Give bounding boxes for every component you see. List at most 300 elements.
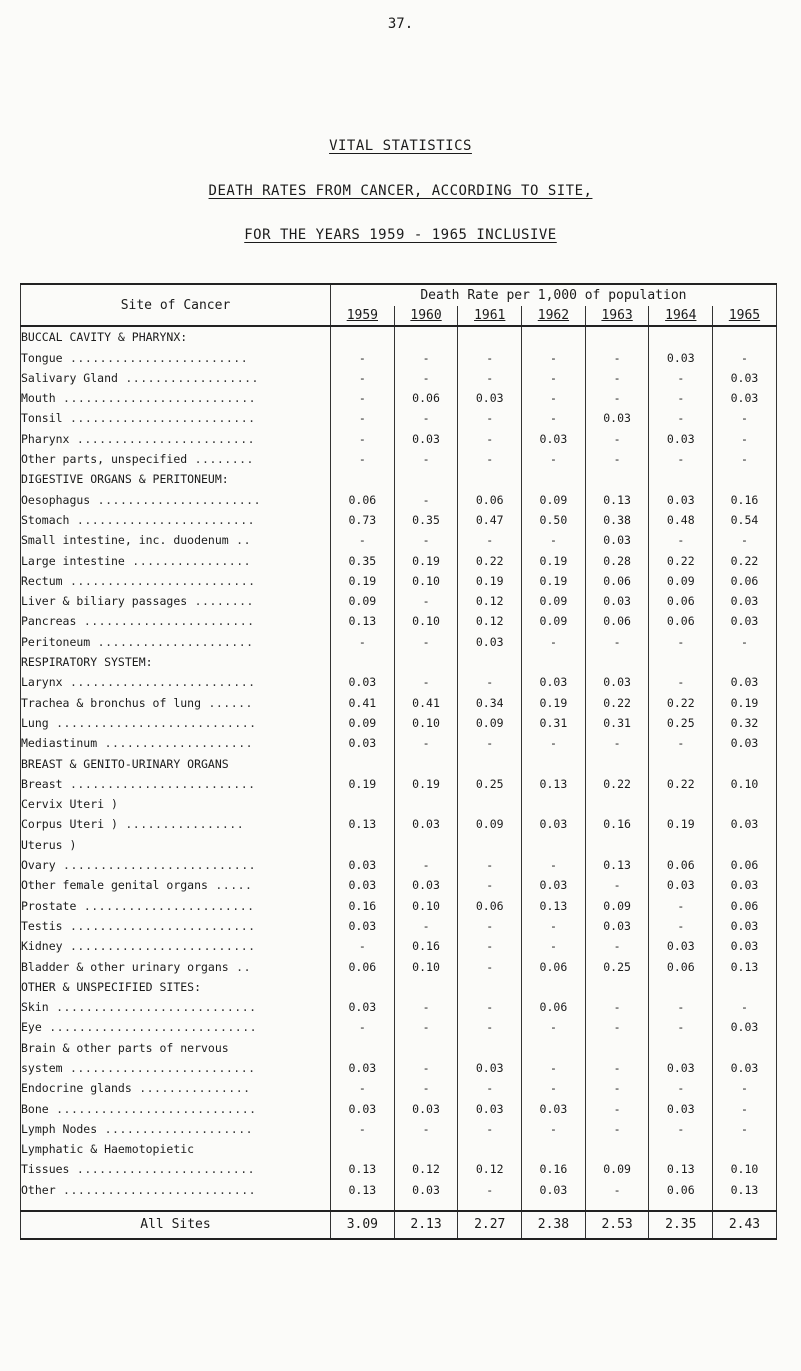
rate-cell-1959: - xyxy=(331,408,395,428)
rate-cell-1961: 0.03 xyxy=(458,1098,522,1118)
total-cell-1961: 2.27 xyxy=(458,1211,522,1239)
rate-cell-1960: 0.03 xyxy=(394,814,458,834)
rate-cell-1961: - xyxy=(458,733,522,753)
rate-cell-1960 xyxy=(394,1139,458,1159)
rate-cell-1959: 0.13 xyxy=(331,814,395,834)
site-cell xyxy=(21,1037,331,1057)
spacer-cell xyxy=(21,1200,331,1211)
rate-cell-1965: 0.13 xyxy=(713,1179,777,1199)
rate-cell-1961: - xyxy=(458,916,522,936)
year-header-1959 xyxy=(331,306,395,326)
table-row xyxy=(21,997,777,1017)
rate-cell-1960: - xyxy=(394,855,458,875)
rate-cell-1959: - xyxy=(331,428,395,448)
leader-dots: ....................... xyxy=(76,898,255,913)
rate-cell-1959 xyxy=(331,469,395,489)
rate-cell-1963: - xyxy=(585,1098,649,1118)
rate-cell-1963: 0.13 xyxy=(585,489,649,509)
site-cell xyxy=(21,388,331,408)
rate-cell-1961: 0.03 xyxy=(458,631,522,651)
rate-cell-1965: 0.54 xyxy=(713,510,777,530)
rate-cell-1959: - xyxy=(331,449,395,469)
site-cell xyxy=(21,428,331,448)
rate-cell-1964: - xyxy=(649,1078,713,1098)
site-cell xyxy=(21,571,331,591)
rate-cell-1964: 0.06 xyxy=(649,855,713,875)
rate-cell-1960: - xyxy=(394,1017,458,1037)
rate-cell-1965: 0.06 xyxy=(713,895,777,915)
rate-cell-1965 xyxy=(713,469,777,489)
rate-cell-1960: - xyxy=(394,368,458,388)
rate-cell-1962: 0.19 xyxy=(522,692,586,712)
rate-cell-1963: - xyxy=(585,875,649,895)
table-row xyxy=(21,1159,777,1179)
rate-cell-1962 xyxy=(522,977,586,997)
rate-cell-1963: 0.09 xyxy=(585,1159,649,1179)
site-cell xyxy=(21,408,331,428)
site-label: Mouth xyxy=(21,391,56,406)
leader-dots: ..................... xyxy=(90,634,254,649)
table-row xyxy=(21,326,777,347)
rate-cell-1960: 0.12 xyxy=(394,1159,458,1179)
rate-cell-1961: - xyxy=(458,672,522,692)
site-cell xyxy=(21,997,331,1017)
rate-cell-1964 xyxy=(649,753,713,773)
site-label: BREAST & GENITO-URINARY ORGANS xyxy=(21,756,229,771)
rate-cell-1961: - xyxy=(458,936,522,956)
site-label: Kidney xyxy=(21,939,63,954)
rate-cell-1959: 0.03 xyxy=(331,875,395,895)
leader-dots: ........................ xyxy=(69,431,256,446)
rate-cell-1959: 0.03 xyxy=(331,855,395,875)
spacer-cell xyxy=(458,1200,522,1211)
rate-cell-1960: - xyxy=(394,1078,458,1098)
year-label: 1963 xyxy=(601,308,633,324)
year-header-1965 xyxy=(713,306,777,326)
rate-cell-1961 xyxy=(458,977,522,997)
rate-cell-1963: 0.28 xyxy=(585,550,649,570)
rate-cell-1965: - xyxy=(713,530,777,550)
rate-cell-1965: 0.03 xyxy=(713,1058,777,1078)
rate-cell-1959 xyxy=(331,753,395,773)
rate-cell-1959: - xyxy=(331,1078,395,1098)
site-label: Cervix Uteri ) xyxy=(21,797,118,812)
year-header-1962 xyxy=(522,306,586,326)
heading-text: VITAL STATISTICS xyxy=(329,138,472,154)
rate-cell-1962: - xyxy=(522,631,586,651)
year-header-1961 xyxy=(458,306,522,326)
rate-cell-1961 xyxy=(458,794,522,814)
rate-cell-1962: - xyxy=(522,936,586,956)
year-label: 1960 xyxy=(410,308,442,324)
rate-cell-1961: - xyxy=(458,449,522,469)
spacer-cell xyxy=(649,1200,713,1211)
rate-cell-1962: 0.03 xyxy=(522,1179,586,1199)
table-row xyxy=(21,1098,777,1118)
rate-cell-1965: - xyxy=(713,997,777,1017)
rate-cell-1959: 0.03 xyxy=(331,733,395,753)
rate-cell-1964: 0.22 xyxy=(649,692,713,712)
rate-cell-1959: 0.03 xyxy=(331,1098,395,1118)
rate-cell-1960 xyxy=(394,977,458,997)
site-cell xyxy=(21,326,331,347)
rate-cell-1962 xyxy=(522,326,586,347)
subheading-text: DEATH RATES FROM CANCER, ACCORDING TO SITE, xyxy=(208,183,593,199)
rate-cell-1962: - xyxy=(522,408,586,428)
rate-cell-1960: - xyxy=(394,449,458,469)
rate-cell-1964: 0.03 xyxy=(649,1058,713,1078)
rate-cell-1962: 0.13 xyxy=(522,895,586,915)
rate-cell-1965: 0.03 xyxy=(713,388,777,408)
site-label: Bladder & other urinary organs xyxy=(21,959,229,974)
rate-cell-1963 xyxy=(585,977,649,997)
year-label: 1964 xyxy=(665,308,697,324)
table-row xyxy=(21,936,777,956)
site-label: Small intestine, inc. duodenum xyxy=(21,533,229,548)
rate-cell-1964 xyxy=(649,652,713,672)
rate-cell-1960: 0.06 xyxy=(394,388,458,408)
rate-cell-1959: 0.09 xyxy=(331,591,395,611)
site-label: Lung xyxy=(21,715,49,730)
rate-cell-1962: - xyxy=(522,733,586,753)
site-label: Testis xyxy=(21,918,63,933)
table-row xyxy=(21,692,777,712)
rate-cell-1960 xyxy=(394,753,458,773)
spacer-cell xyxy=(585,1200,649,1211)
rate-cell-1963: 0.06 xyxy=(585,611,649,631)
site-label: Liver & biliary passages xyxy=(21,594,188,609)
rate-cell-1965: - xyxy=(713,347,777,367)
rate-cell-1963: 0.38 xyxy=(585,510,649,530)
table-row xyxy=(21,611,777,631)
rate-cell-1962 xyxy=(522,1037,586,1057)
table-row xyxy=(21,774,777,794)
rate-cell-1963: 0.03 xyxy=(585,530,649,550)
table-row xyxy=(21,814,777,834)
site-label: Ovary xyxy=(21,858,56,873)
rate-cell-1961: 0.12 xyxy=(458,591,522,611)
site-cell xyxy=(21,510,331,530)
rate-cell-1961 xyxy=(458,753,522,773)
leader-dots: ......................... xyxy=(62,918,256,933)
table-row xyxy=(21,510,777,530)
table-row xyxy=(21,571,777,591)
year-label: 1959 xyxy=(346,308,378,324)
site-label: Other female genital organs xyxy=(21,878,208,893)
rate-cell-1962: 0.50 xyxy=(522,510,586,530)
rate-cell-1960: 0.19 xyxy=(394,550,458,570)
site-label: Brain & other parts of nervous xyxy=(21,1040,229,1055)
table-row xyxy=(21,1078,777,1098)
site-label: BUCCAL CAVITY & PHARYNX: xyxy=(21,330,188,345)
rate-cell-1959: 0.35 xyxy=(331,550,395,570)
site-label: Eye xyxy=(21,1020,42,1035)
site-cell xyxy=(21,774,331,794)
rate-cell-1964: 0.03 xyxy=(649,347,713,367)
leader-dots: ........................ xyxy=(69,512,256,527)
rate-cell-1964: 0.03 xyxy=(649,936,713,956)
rate-cell-1965 xyxy=(713,977,777,997)
rate-cell-1962: 0.19 xyxy=(522,550,586,570)
rate-cell-1963: 0.03 xyxy=(585,916,649,936)
rate-cell-1959: 0.16 xyxy=(331,895,395,915)
rate-cell-1959: - xyxy=(331,1017,395,1037)
rate-cell-1961: 0.12 xyxy=(458,1159,522,1179)
table-row xyxy=(21,713,777,733)
rate-cell-1963 xyxy=(585,1037,649,1057)
total-label: All Sites xyxy=(21,1211,331,1239)
rate-cell-1965: 0.03 xyxy=(713,733,777,753)
rate-cell-1965: 0.03 xyxy=(713,875,777,895)
leader-dots: ........................ xyxy=(62,350,249,365)
rate-cell-1962: 0.03 xyxy=(522,428,586,448)
table-row xyxy=(21,428,777,448)
rate-cell-1965: - xyxy=(713,449,777,469)
rate-cell-1965 xyxy=(713,1139,777,1159)
rate-cell-1959: - xyxy=(331,936,395,956)
site-cell xyxy=(21,855,331,875)
rate-cell-1961: - xyxy=(458,530,522,550)
page-heading xyxy=(0,138,801,154)
rate-cell-1964: 0.03 xyxy=(649,1098,713,1118)
rate-cell-1961: - xyxy=(458,1017,522,1037)
site-cell xyxy=(21,611,331,631)
leader-dots: .......................... xyxy=(55,1182,257,1197)
rate-cell-1959: 0.03 xyxy=(331,672,395,692)
rate-cell-1965: 0.03 xyxy=(713,591,777,611)
rate-cell-1959 xyxy=(331,977,395,997)
site-cell xyxy=(21,631,331,651)
rate-cell-1963 xyxy=(585,794,649,814)
rate-cell-1964: 0.19 xyxy=(649,814,713,834)
site-label: Other parts, unspecified xyxy=(21,452,188,467)
period-text: FOR THE YEARS 1959 - 1965 INCLUSIVE xyxy=(244,227,557,243)
rate-cell-1962: 0.06 xyxy=(522,997,586,1017)
rate-cell-1961: - xyxy=(458,1119,522,1139)
site-label: Uterus ) xyxy=(21,837,77,852)
leader-dots: .......................... xyxy=(55,391,257,406)
rate-cell-1963: 0.09 xyxy=(585,895,649,915)
site-cell xyxy=(21,530,331,550)
rate-cell-1962: - xyxy=(522,388,586,408)
leader-dots: ........ xyxy=(187,594,254,609)
rate-cell-1961 xyxy=(458,1139,522,1159)
site-label: Tongue xyxy=(21,350,63,365)
rate-cell-1964: - xyxy=(649,672,713,692)
table-row xyxy=(21,347,777,367)
rate-cell-1964 xyxy=(649,1037,713,1057)
rate-cell-1963: - xyxy=(585,347,649,367)
rate-cell-1963: 0.22 xyxy=(585,774,649,794)
spacer-cell xyxy=(331,1200,395,1211)
rate-cell-1965: 0.06 xyxy=(713,855,777,875)
spacer-cell xyxy=(394,1200,458,1211)
rate-cell-1961: 0.03 xyxy=(458,1058,522,1078)
rate-cell-1959: - xyxy=(331,631,395,651)
rate-cell-1964 xyxy=(649,326,713,347)
rate-cell-1959 xyxy=(331,1037,395,1057)
rate-cell-1964: 0.13 xyxy=(649,1159,713,1179)
rate-cell-1961: - xyxy=(458,368,522,388)
rate-cell-1962: 0.03 xyxy=(522,1098,586,1118)
rate-cell-1964: 0.03 xyxy=(649,428,713,448)
site-label: Rectum xyxy=(21,573,63,588)
site-label: Tissues xyxy=(21,1162,70,1177)
spacer-row xyxy=(21,1200,777,1211)
table-row xyxy=(21,449,777,469)
rate-cell-1960 xyxy=(394,834,458,854)
table-row xyxy=(21,388,777,408)
leader-dots: ...... xyxy=(201,695,253,710)
rate-cell-1961: 0.19 xyxy=(458,571,522,591)
leader-dots: ......................... xyxy=(62,939,256,954)
rate-cell-1961 xyxy=(458,652,522,672)
rate-cell-1963: 0.03 xyxy=(585,672,649,692)
rate-cell-1965: 0.03 xyxy=(713,368,777,388)
site-label: system xyxy=(21,1060,63,1075)
rate-cell-1961: 0.06 xyxy=(458,895,522,915)
table-row xyxy=(21,977,777,997)
rate-cell-1962: 0.03 xyxy=(522,814,586,834)
rate-cell-1960: - xyxy=(394,916,458,936)
site-label: Salivary Gland xyxy=(21,370,118,385)
rate-cell-1963: 0.31 xyxy=(585,713,649,733)
rate-cell-1963: - xyxy=(585,997,649,1017)
rate-cell-1964: - xyxy=(649,368,713,388)
rate-cell-1960 xyxy=(394,652,458,672)
rate-cell-1964: - xyxy=(649,631,713,651)
table-row xyxy=(21,652,777,672)
site-header: Site of Cancer xyxy=(21,284,331,326)
rate-cell-1962: - xyxy=(522,368,586,388)
rate-cell-1965: 0.03 xyxy=(713,936,777,956)
rate-cell-1960: 0.03 xyxy=(394,875,458,895)
site-cell xyxy=(21,469,331,489)
rate-cell-1959: 0.03 xyxy=(331,997,395,1017)
leader-dots: ................ xyxy=(124,553,252,568)
rate-cell-1964 xyxy=(649,834,713,854)
rate-cell-1964: 0.06 xyxy=(649,956,713,976)
rate-cell-1963 xyxy=(585,326,649,347)
rate-cell-1965: - xyxy=(713,1078,777,1098)
site-cell xyxy=(21,1098,331,1118)
site-label: Lymph Nodes xyxy=(21,1121,98,1136)
rate-cell-1964: - xyxy=(649,1017,713,1037)
rate-cell-1960 xyxy=(394,794,458,814)
table-row xyxy=(21,1037,777,1057)
rate-cell-1959: - xyxy=(331,388,395,408)
rate-cell-1964: 0.25 xyxy=(649,713,713,733)
site-cell xyxy=(21,814,331,834)
site-cell xyxy=(21,1058,331,1078)
rate-cell-1959: - xyxy=(331,530,395,550)
rate-cell-1959: 0.03 xyxy=(331,916,395,936)
rate-cell-1962: - xyxy=(522,1078,586,1098)
rate-cell-1962: 0.16 xyxy=(522,1159,586,1179)
rate-cell-1965 xyxy=(713,794,777,814)
rate-cell-1960: 0.03 xyxy=(394,1098,458,1118)
rate-cell-1961: - xyxy=(458,408,522,428)
table-row xyxy=(21,895,777,915)
site-cell xyxy=(21,875,331,895)
rate-cell-1963: - xyxy=(585,388,649,408)
rate-cell-1964: 0.22 xyxy=(649,550,713,570)
rate-cell-1960: 0.03 xyxy=(394,1179,458,1199)
rate-cell-1963: 0.06 xyxy=(585,571,649,591)
table-header xyxy=(21,284,777,326)
site-label: Oesophagus xyxy=(21,492,91,507)
table-row xyxy=(21,916,777,936)
rate-cell-1962: 0.09 xyxy=(522,611,586,631)
leader-dots: ......................... xyxy=(62,1060,256,1075)
site-cell xyxy=(21,692,331,712)
leader-dots: ...................... xyxy=(90,492,261,507)
leader-dots: ........ xyxy=(187,452,254,467)
site-cell xyxy=(21,368,331,388)
rate-cell-1960: - xyxy=(394,591,458,611)
rate-cell-1963: - xyxy=(585,368,649,388)
rate-cell-1965: 0.03 xyxy=(713,814,777,834)
rate-cell-1964: 0.06 xyxy=(649,1179,713,1199)
rate-cell-1960 xyxy=(394,1037,458,1057)
rate-cell-1963: - xyxy=(585,428,649,448)
rate-cell-1962: 0.31 xyxy=(522,713,586,733)
total-cell-1959: 3.09 xyxy=(331,1211,395,1239)
rate-cell-1962: 0.13 xyxy=(522,774,586,794)
site-cell xyxy=(21,977,331,997)
rate-cell-1959 xyxy=(331,834,395,854)
rate-cell-1963: - xyxy=(585,1179,649,1199)
rate-cell-1960: 0.10 xyxy=(394,713,458,733)
leader-dots: ........................... xyxy=(48,1000,257,1015)
rate-cell-1963: - xyxy=(585,733,649,753)
rate-cell-1960: - xyxy=(394,733,458,753)
rate-cell-1964 xyxy=(649,469,713,489)
rate-cell-1963: - xyxy=(585,1017,649,1037)
table-row xyxy=(21,672,777,692)
rate-cell-1960: - xyxy=(394,631,458,651)
site-cell xyxy=(21,1078,331,1098)
rate-cell-1964: 0.22 xyxy=(649,774,713,794)
rate-cell-1960: 0.35 xyxy=(394,510,458,530)
rate-cell-1963: 0.03 xyxy=(585,591,649,611)
rate-cell-1960: 0.10 xyxy=(394,956,458,976)
rate-cell-1960: - xyxy=(394,672,458,692)
rate-cell-1959: - xyxy=(331,347,395,367)
leader-dots: ..... xyxy=(207,878,253,893)
rate-cell-1962 xyxy=(522,753,586,773)
site-cell xyxy=(21,550,331,570)
rate-cell-1961: 0.09 xyxy=(458,713,522,733)
site-cell xyxy=(21,1017,331,1037)
rate-cell-1959 xyxy=(331,326,395,347)
rate-cell-1962: 0.03 xyxy=(522,875,586,895)
rate-cell-1962: - xyxy=(522,347,586,367)
rate-cell-1961: 0.25 xyxy=(458,774,522,794)
rate-cell-1959: 0.13 xyxy=(331,1179,395,1199)
leader-dots: ......................... xyxy=(62,776,256,791)
site-cell xyxy=(21,591,331,611)
rate-cell-1961 xyxy=(458,326,522,347)
rate-cell-1963 xyxy=(585,1139,649,1159)
rate-cell-1962 xyxy=(522,469,586,489)
rate-cell-1964: - xyxy=(649,916,713,936)
rate-cell-1964: - xyxy=(649,530,713,550)
site-cell xyxy=(21,1159,331,1179)
leader-dots: .. xyxy=(228,533,251,548)
rate-cell-1959: 0.19 xyxy=(331,774,395,794)
table-row xyxy=(21,794,777,814)
